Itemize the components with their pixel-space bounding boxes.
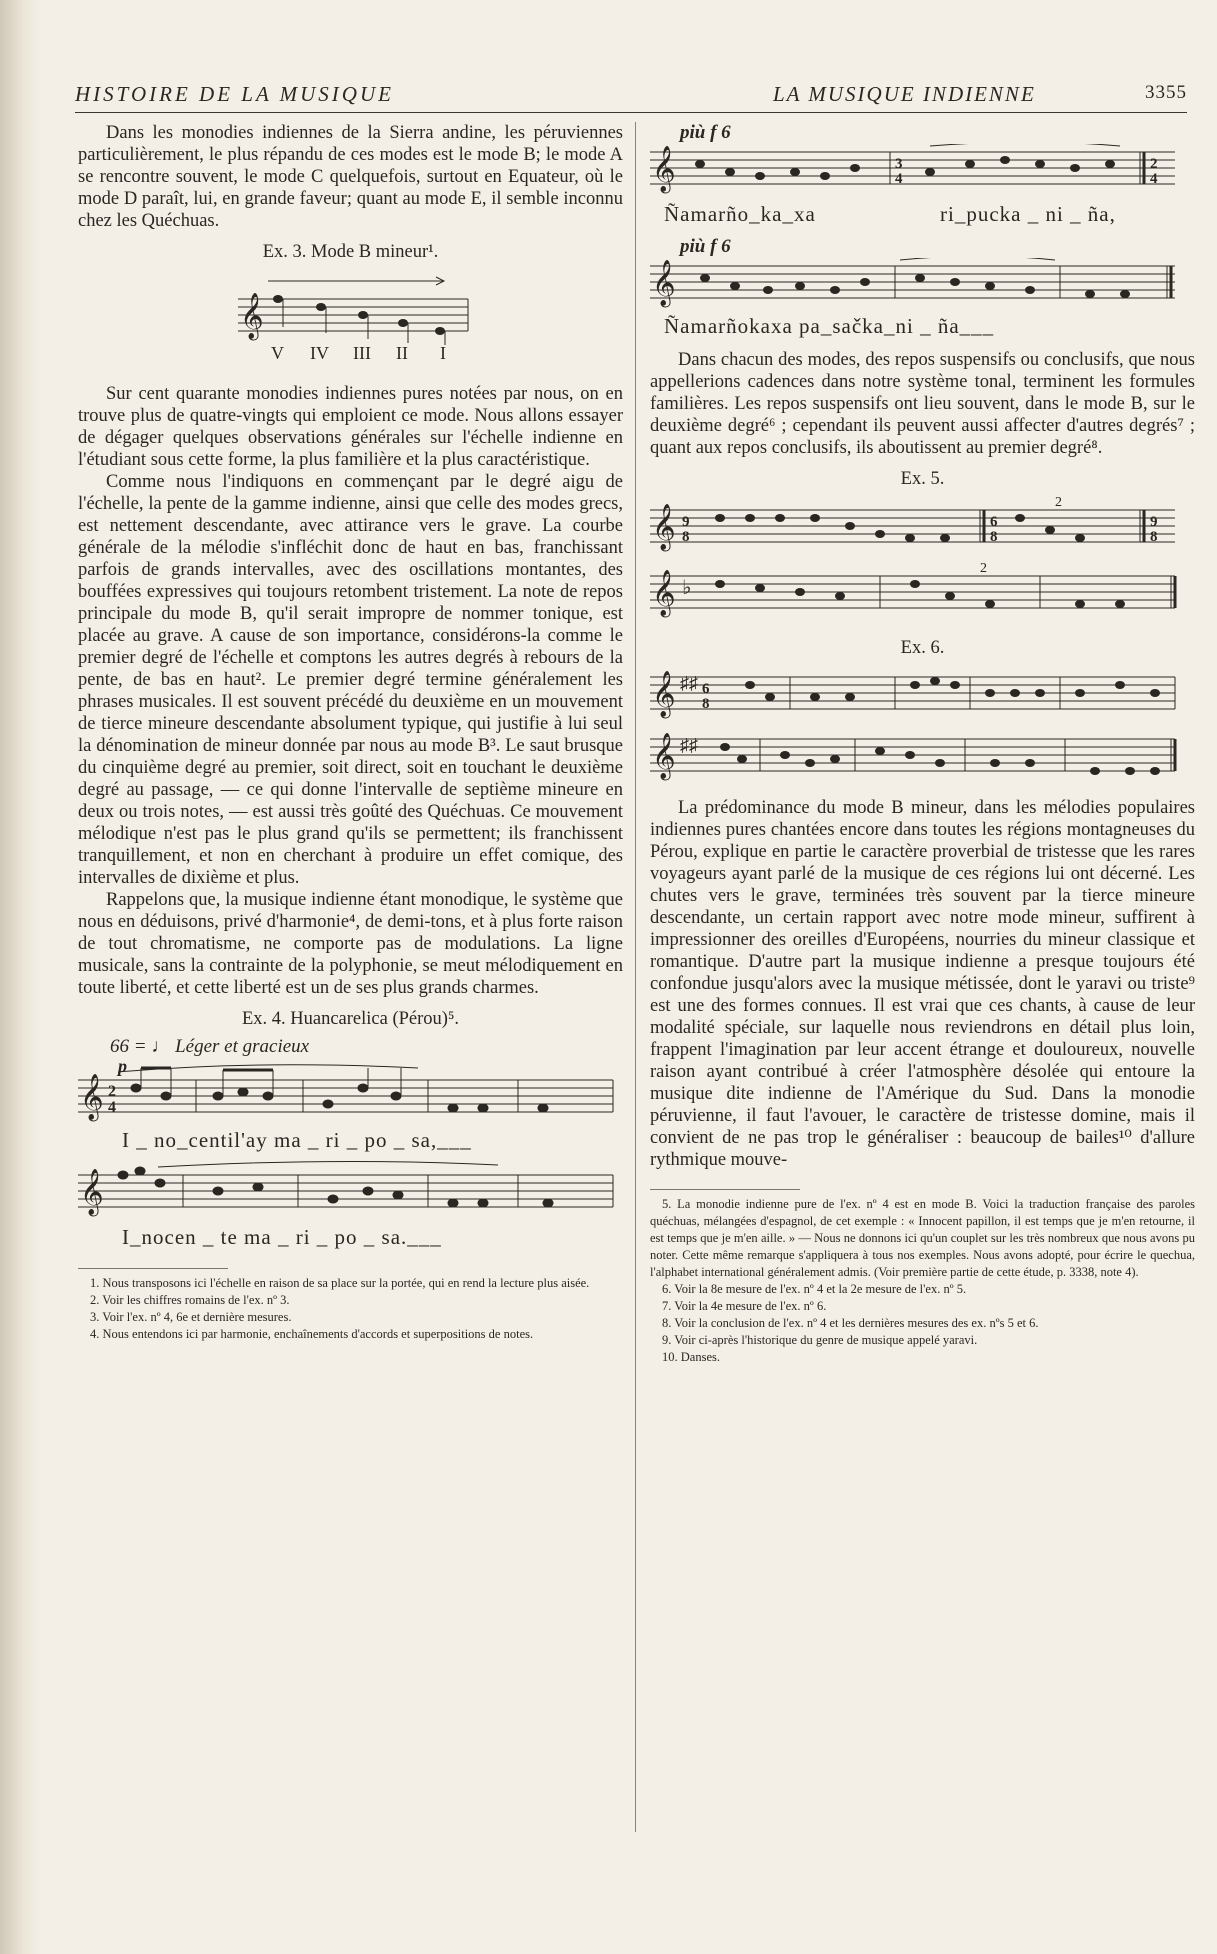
svg-text:♯♯: ♯♯ [680,735,698,755]
footnote: 6. Voir la 8e mesure de l'ex. nº 4 et la 2e mesure de l'ex. nº 5. [662,1282,967,1296]
footnote-rule [78,1268,228,1269]
footnote: 5. La monodie indienne pure de l'ex. nº 4 est en mode B. Voici la traduction française des paroles quéchuas, mélangées d'espagnol, de cet exemple : « Innocent papillon, il est temps que je m'en retourne, il est temps que je m'en aille. » — Nous ne donnons ici qu'un couplet sur les très nombreux que nous avons pu noter. Cette même remarque s'appliquera à tous nos exemples. Nous avons adopté, pour écrire le quechua, l'alphabet international généralement admis. (Voir première partie de cette étude, p. 3338, note 4). [650,1197,1195,1279]
footnote-rule [650,1189,800,1190]
footnote: 7. Voir la 4e mesure de l'ex. nº 6. [662,1299,827,1313]
header-left-title: HISTOIRE DE LA MUSIQUE [75,82,394,106]
svg-text:3: 3 [895,156,903,172]
svg-text:2: 2 [980,562,987,576]
example-4-continued-marks-2: più f 6 [680,236,731,257]
svg-text:6: 6 [702,681,710,697]
example-3-staff [78,269,623,347]
degree-label: IV [310,343,329,363]
svg-text:𝄞: 𝄞 [652,671,676,716]
svg-text:𝄞: 𝄞 [652,570,676,615]
svg-text:𝄞: 𝄞 [652,260,676,305]
svg-text:𝄞: 𝄞 [652,733,676,778]
svg-text:𝄞: 𝄞 [652,146,676,191]
degree-label: V [271,343,284,363]
example-4-lyric-1: I _ no_centil'ay ma _ ri _ po _ sa,___ [122,1128,472,1152]
page-gutter-shadow [0,0,40,1954]
degree-label: I [440,343,446,363]
paragraph: Sur cent quarante monodies indiennes pures notées par nous, on en trouve plus de quatre-vingts qui emploient ce mode. Nous allons essayer de dégager quelques observations générales sur l'échelle indienne en l'étudiant sous cette forme, la plus familière et la plus caractéristique. [78,384,623,470]
svg-text:8: 8 [1150,529,1158,545]
footnote: 4. Nous entendons ici par harmonie, enchaînements d'accords et superpositions de notes. [90,1327,534,1341]
paragraph: Rappelons que, la musique indienne étant monodique, le système que nous en déduisons, privé d'harmonie⁴, de demi-tons, et à plus forte raison de tout chromatisme, ne comporte pas de modulations. La ligne musicale, sans la contrainte de la polyphonie, se meut mélodiquement en toute liberté, et cette liberté est un de ses plus grands charmes. [78,890,623,998]
paragraph: Dans chacun des modes, des repos suspensifs ou conclusifs, que nous appellerions cadences dans notre système tonal, terminent les formules familières. Les repos suspensifs ont lieu souvent, dans le mode B, sur le deuxième degré⁶ ; cependant ils peuvent aussi affecter d'autres degrés⁷ ; quant aux repos conclusifs, ils aboutissent au premier degré⁸. [650,350,1195,458]
example-4-continued-lyric-2: Ñamarñokaxa pa_sačka_ni _ ña___ [664,314,995,338]
svg-text:𝄞: 𝄞 [652,504,676,549]
footnote: 3. Voir l'ex. nº 4, 6e et dernière mesures. [90,1310,292,1324]
svg-text:𝄞: 𝄞 [80,1169,104,1214]
svg-text:2: 2 [1150,156,1158,172]
svg-text:9: 9 [1150,514,1158,530]
header-chapter-title: LA MUSIQUE INDIENNE [773,82,1036,106]
footnote: 2. Voir les chiffres romains de l'ex. nº 3. [90,1293,290,1307]
example-5-label: Ex. 5. [900,469,945,489]
left-column [78,122,623,1343]
svg-text:2: 2 [1055,496,1062,510]
example-6-label: Ex. 6. [900,638,945,658]
page-number: 3355 [1145,82,1187,103]
example-4-staff-1 [78,1058,623,1136]
lyric-fragment: ri_pucka _ ni _ ña, [940,202,1116,226]
paragraph: Dans les monodies indiennes de la Sierra andine, les péruviennes particulièrement, le plus répandu de ces modes est le mode B; le mode A se rencontre souvent, le mode C quelquefois, surtout en Equateur, où le mode D paraît, lui, en grande faveur; quant au mode E, il semble inconnu chez les Quéchuas. [78,123,623,231]
paragraph: Comme nous l'indiquons en commençant par le degré aigu de l'échelle, la pente de la gamme indienne, ainsi que celle des modes grecs, est nettement descendante, avec attirance vers le grave. La courbe générale de la mélodie s'infléchit donc de haut en bas, franchissant parfois de grands intervalles, avec des oscillations montantes, des bouffées expressives qui toujours retombent tristement. La note de repos principale du mode B, qu'il serait impropre de nommer tonique, est placée au grave. A cause de son importance, considérons-la comme le premier degré de l'échelle et comptons les autres degrés à rebours de la pente, de bas en haut². Le premier degré termine généralement les phrases musicales. Il est souvent précédé du deuxième en un mouvement de tierce mineure descendante absolument typique, qui justifie à lui seul la dénomination de mineur donnée par nous au mode B³. Le saut brusque du cinquième degré au premier, soit direct, soit en touchant le deuxième degré au passage, — ce qui donne l'intervalle de septième mineure en deux ou trois notes, — est aussi très goûté des Quéchuas. Ce mouvement mélodique n'est pas le plus grand qu'ils se permettent; ils franchissent tranquillement, et non en cherchant à produire un effet comique, des intervalles de dixième et plus. [78,472,623,888]
paragraph: La prédominance du mode B mineur, dans les mélodies populaires indiennes pures chantées encore dans toutes les régions montagneuses du Pérou, explique en partie le caractère proverbial de tristesse que les rares voyageurs ayant parlé de la musique de ces régions lui ont décerné. Les chutes vers le grave, terminées très souvent par la tierce mineure descendante, un certain rapport avec notre mode mineur, suffirent à impressionner des oreilles d'Européens, nourries du mineur classique et romantique. D'autre part la musique indienne a presque toujours été confondue jusqu'alors avec la musique métissée, dont le yaravi ou triste⁹ est une des formes connues. Il est vrai que ces chants, à cause de leur modalité spéciale, sur laquelle nous reviendrons en détail plus loin, frappent l'imagination par leur accent étrange et douloureux, nouvelle raison ayant contribué à créer l'atmosphère désolée qui entoure la musique dite indienne de l'Amérique du Sud. Dans la monodie péruvienne, il faut l'avouer, le caractère de tristesse domine, mais il convient de ne pas trop le généraliser : beaucoup de bailes¹⁰ d'allure rythmique mouve- [650,798,1195,1170]
lyric-fragment: Ñamarño_ka_xa [664,202,816,226]
example-5-staff-2 [650,562,1195,628]
svg-text:8: 8 [990,529,998,545]
svg-text:𝄞: 𝄞 [80,1074,104,1119]
example-3-label: Ex. 3. Mode B mineur¹. [262,242,439,262]
svg-text:2: 2 [108,1083,116,1100]
svg-text:6: 6 [990,514,998,530]
footnote: 10. Danses. [662,1350,720,1364]
example-4-continued-staff-1 [650,144,1195,202]
svg-text:9: 9 [682,514,690,530]
example-4-staff-2 [78,1159,623,1229]
example-3-degrees [78,343,623,367]
svg-text:8: 8 [682,529,690,545]
column-divider [635,122,636,1832]
example-4-continued-lyrics-1 [650,202,1195,228]
degree-label: III [353,343,371,363]
svg-text:8: 8 [702,696,710,712]
svg-text:♭: ♭ [682,577,692,599]
example-5-staff-1 [650,496,1195,562]
running-header [75,82,1187,112]
svg-text:4: 4 [895,171,903,187]
example-4-continued-marks-1: più f 6 [680,122,731,143]
footnote: 1. Nous transposons ici l'échelle en raison de sa place sur la portée, qui en rend la lecture plus aisée. [90,1276,590,1290]
example-4-continued-staff-2 [650,258,1195,314]
svg-text:𝄞: 𝄞 [240,293,264,338]
example-4-tempo: 66 = ♩ Léger et gracieux [110,1036,310,1057]
example-4-label: Ex. 4. Huancarelica (Pérou)⁵. [241,1009,460,1029]
header-rule [75,112,1187,113]
dynamic-mark: p [118,1058,127,1076]
right-column [650,122,1195,1366]
svg-text:4: 4 [1150,171,1158,187]
example-6-staff-1 [650,665,1195,727]
svg-text:4: 4 [108,1099,116,1116]
footnote: 8. Voir la conclusion de l'ex. nº 4 et les dernières mesures des ex. nºs 5 et 6. [662,1316,1039,1330]
example-6-staff-2 [650,727,1195,789]
example-4-lyric-2: I_nocen _ te ma _ ri _ po _ sa.___ [122,1225,442,1249]
degree-label: II [396,343,408,363]
footnote: 9. Voir ci-après l'historique du genre de musique appelé yaravi. [662,1333,978,1347]
svg-text:♯♯: ♯♯ [680,673,698,693]
